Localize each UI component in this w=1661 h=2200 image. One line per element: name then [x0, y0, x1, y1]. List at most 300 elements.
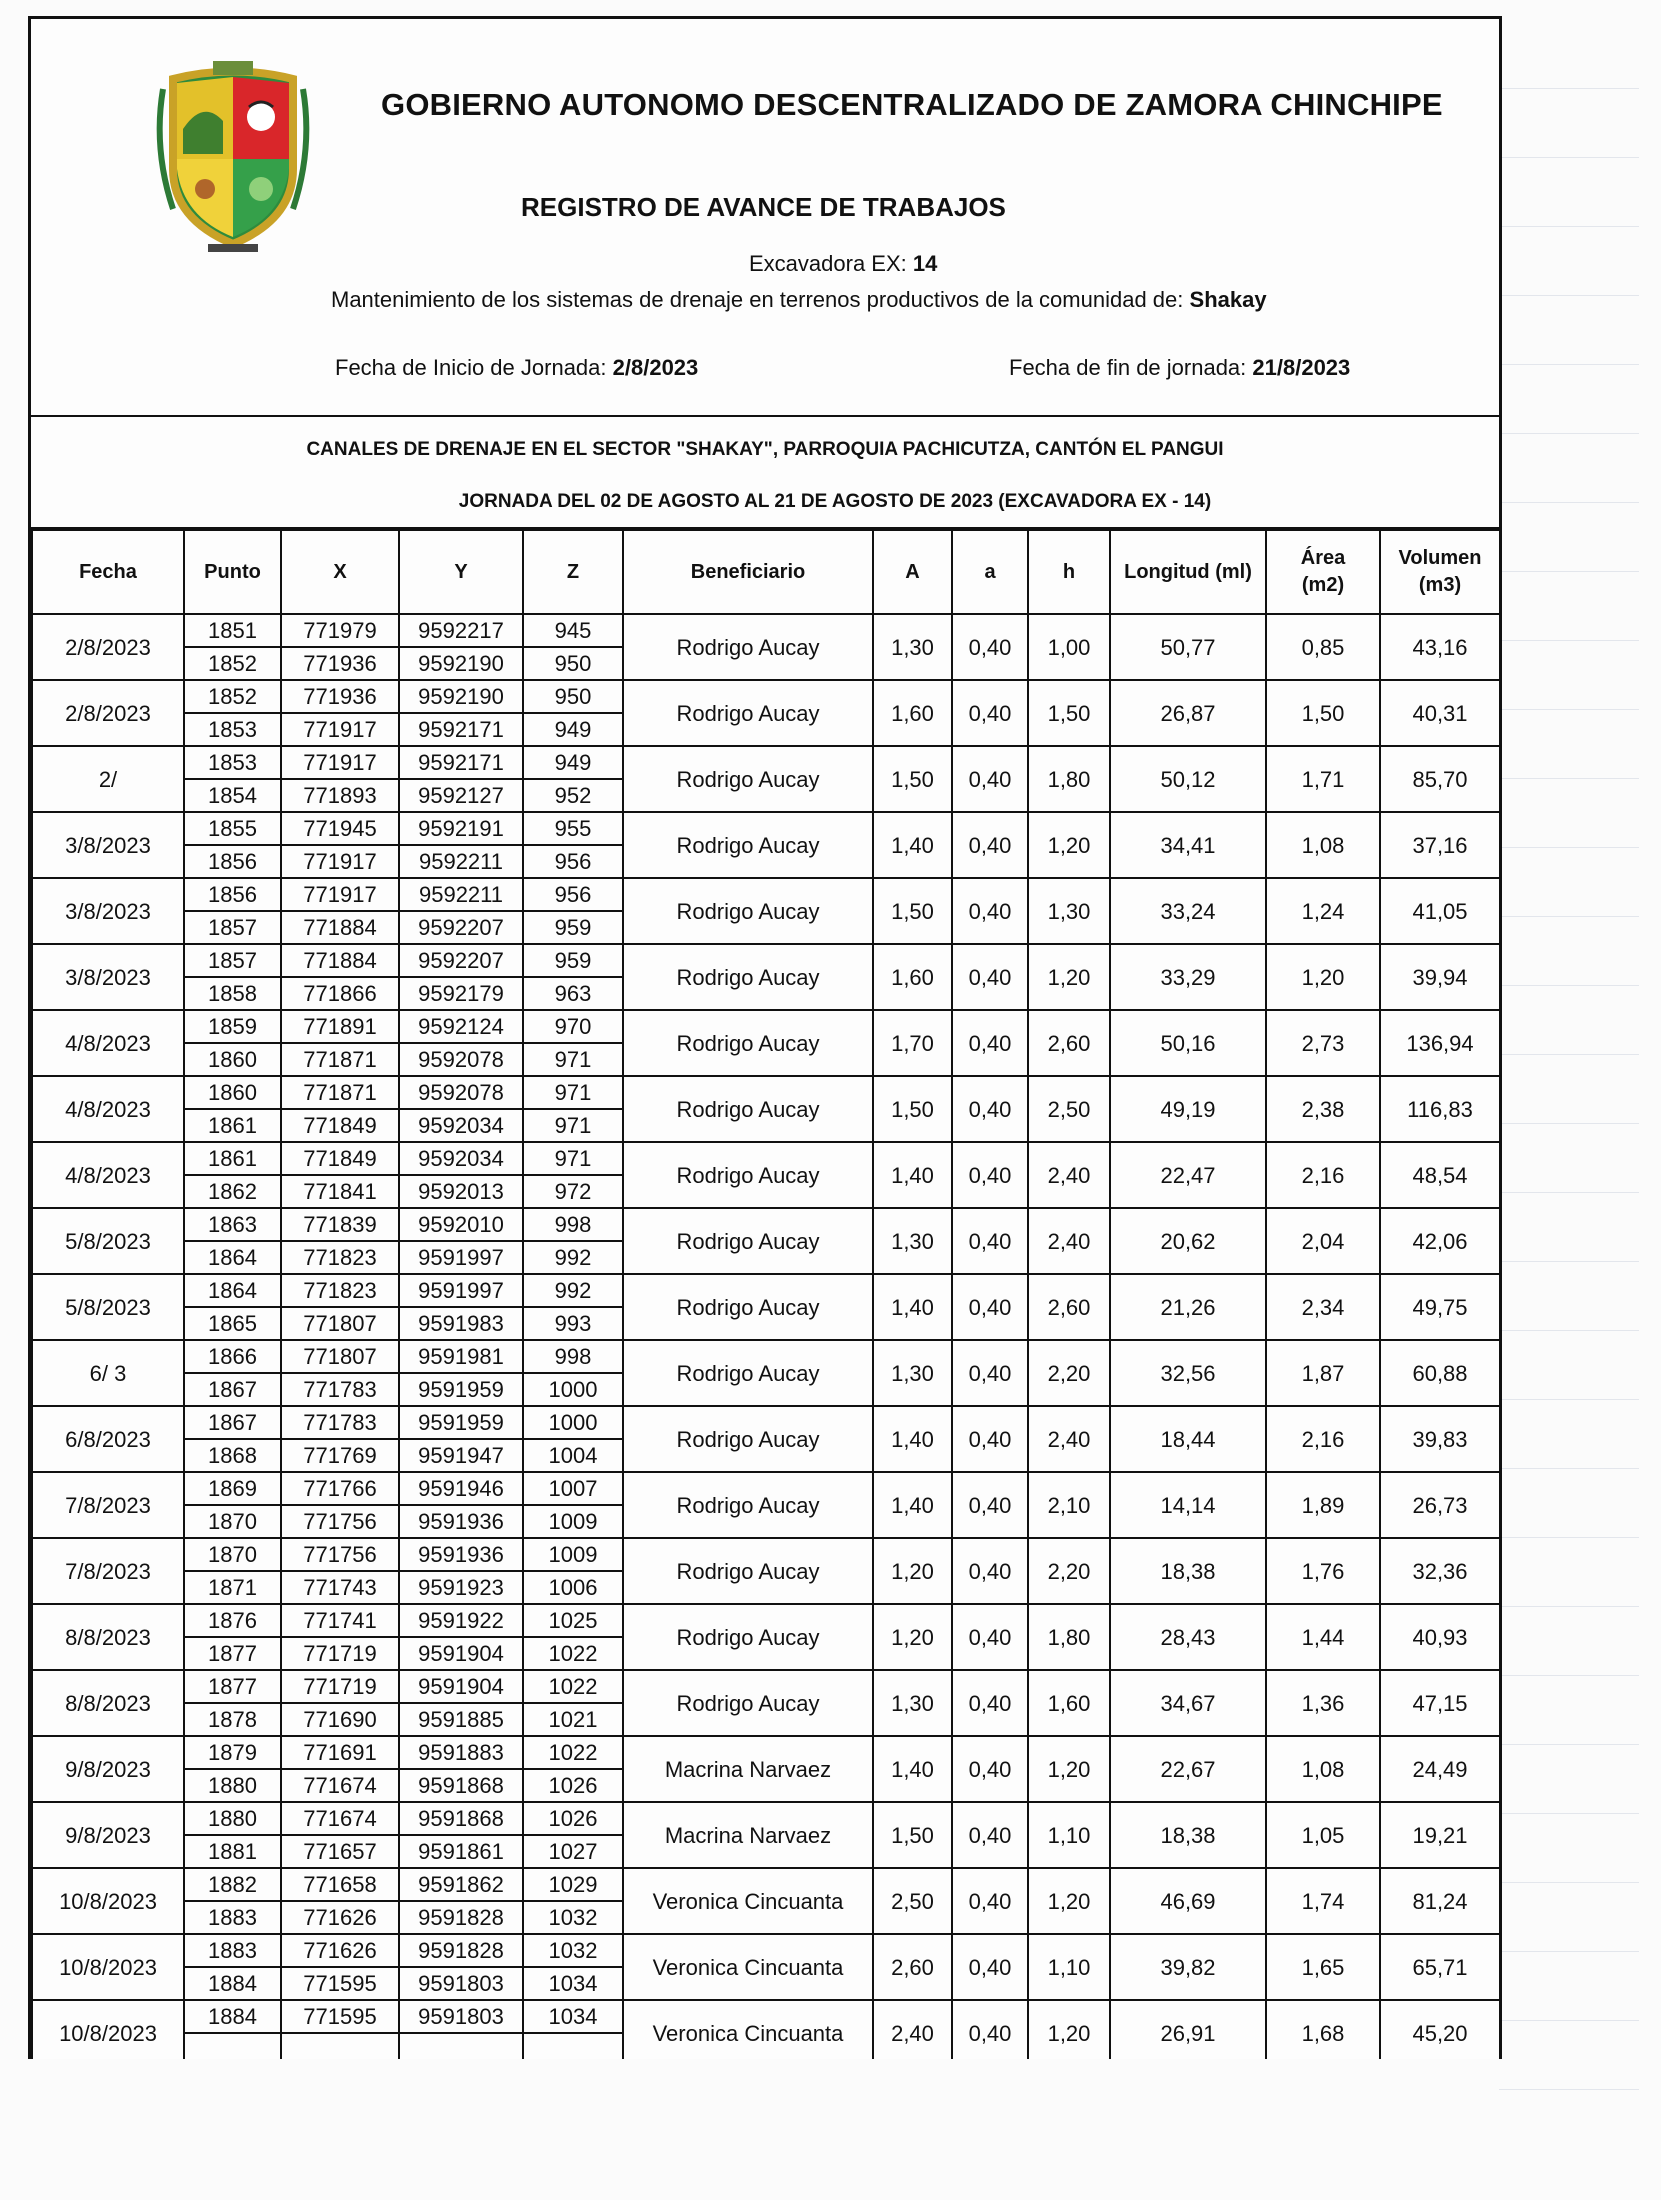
cell-z: 1006 [523, 1571, 623, 1604]
cell-volumen: 42,06 [1380, 1208, 1500, 1274]
cell-fecha: 4/8/2023 [32, 1076, 184, 1142]
col-x: X [281, 530, 399, 614]
cell-punto: 1853 [184, 746, 281, 779]
maintenance-line [331, 287, 1267, 313]
cell-punto: 1856 [184, 878, 281, 911]
cell-y [399, 2033, 523, 2059]
end-date-label: Fecha de fin de jornada: [1009, 355, 1247, 380]
cell-y: 9591959 [399, 1406, 523, 1439]
cell-area: 1,74 [1266, 1868, 1380, 1934]
cell-volumen: 60,88 [1380, 1340, 1500, 1406]
cell-longitud: 34,41 [1110, 812, 1266, 878]
cell-A: 1,60 [873, 680, 952, 746]
cell-x: 771936 [281, 647, 399, 680]
reverse-side-bleed [1499, 20, 1639, 2090]
cell-longitud: 21,26 [1110, 1274, 1266, 1340]
cell-h: 1,20 [1028, 2000, 1110, 2059]
cell-fecha: 7/8/2023 [32, 1538, 184, 1604]
cell-a: 0,40 [952, 1934, 1028, 2000]
cell-volumen: 116,83 [1380, 1076, 1500, 1142]
cell-volumen: 19,21 [1380, 1802, 1500, 1868]
cell-z: 1032 [523, 1934, 623, 1967]
cell-y: 9591885 [399, 1703, 523, 1736]
cell-volumen: 43,16 [1380, 614, 1500, 680]
cell-volumen: 32,36 [1380, 1538, 1500, 1604]
cell-area: 2,16 [1266, 1142, 1380, 1208]
organization-title: GOBIERNO AUTONOMO DESCENTRALIZADO DE ZAMORA CHINCHIPE [381, 87, 1443, 122]
cell-beneficiario: Rodrigo Aucay [623, 746, 873, 812]
cell-z: 959 [523, 911, 623, 944]
cell-h: 1,50 [1028, 680, 1110, 746]
cell-y: 9592191 [399, 812, 523, 845]
cell-a: 0,40 [952, 1076, 1028, 1142]
cell-punto: 1878 [184, 1703, 281, 1736]
cell-punto: 1865 [184, 1307, 281, 1340]
cell-longitud: 50,16 [1110, 1010, 1266, 1076]
reverse-bleed-line [1499, 572, 1639, 641]
cell-punto: 1856 [184, 845, 281, 878]
cell-punto: 1851 [184, 614, 281, 647]
cell-h: 1,10 [1028, 1934, 1110, 2000]
cell-volumen: 40,93 [1380, 1604, 1500, 1670]
cell-beneficiario: Macrina Narvaez [623, 1736, 873, 1802]
reverse-bleed-line [1499, 1193, 1639, 1262]
cell-x: 771769 [281, 1439, 399, 1472]
table-row [32, 1934, 1500, 1967]
col-fecha: Fecha [32, 530, 184, 614]
cell-h: 2,60 [1028, 1010, 1110, 1076]
cell-h: 1,00 [1028, 614, 1110, 680]
cell-y: 9592013 [399, 1175, 523, 1208]
table-row [32, 878, 1500, 911]
cell-h: 1,30 [1028, 878, 1110, 944]
cell-area: 2,16 [1266, 1406, 1380, 1472]
cell-volumen: 49,75 [1380, 1274, 1500, 1340]
cell-z: 949 [523, 713, 623, 746]
cell-a: 0,40 [952, 614, 1028, 680]
cell-punto: 1867 [184, 1406, 281, 1439]
col-area-unit: (m2) [1301, 574, 1345, 596]
cell-y: 9591803 [399, 2000, 523, 2033]
cell-x: 771756 [281, 1505, 399, 1538]
cell-z: 1009 [523, 1505, 623, 1538]
cell-area: 1,08 [1266, 812, 1380, 878]
cell-z: 992 [523, 1274, 623, 1307]
cell-punto: 1883 [184, 1934, 281, 1967]
cell-y: 9591803 [399, 1967, 523, 2000]
cell-a: 0,40 [952, 1604, 1028, 1670]
cell-y: 9592034 [399, 1142, 523, 1175]
cell-x [281, 2033, 399, 2059]
cell-x: 771849 [281, 1142, 399, 1175]
table-row [32, 680, 1500, 713]
cell-y: 9592127 [399, 779, 523, 812]
cell-volumen: 48,54 [1380, 1142, 1500, 1208]
cell-h: 1,20 [1028, 944, 1110, 1010]
reverse-bleed-line [1499, 158, 1639, 227]
cell-h: 1,20 [1028, 1736, 1110, 1802]
cell-x: 771719 [281, 1670, 399, 1703]
cell-punto: 1882 [184, 1868, 281, 1901]
cell-beneficiario: Rodrigo Aucay [623, 1406, 873, 1472]
cell-z: 1004 [523, 1439, 623, 1472]
cell-beneficiario: Rodrigo Aucay [623, 1274, 873, 1340]
cell-punto: 1867 [184, 1373, 281, 1406]
cell-z: 992 [523, 1241, 623, 1274]
cell-punto: 1852 [184, 680, 281, 713]
cell-A: 1,30 [873, 1670, 952, 1736]
cell-y: 9591868 [399, 1802, 523, 1835]
reverse-bleed-line [1499, 1538, 1639, 1607]
cell-y: 9592171 [399, 713, 523, 746]
cell-fecha: 6/8/2023 [32, 1406, 184, 1472]
cell-z: 998 [523, 1340, 623, 1373]
cell-a: 0,40 [952, 1274, 1028, 1340]
cell-punto: 1883 [184, 1901, 281, 1934]
cell-beneficiario: Macrina Narvaez [623, 1802, 873, 1868]
cell-A: 1,30 [873, 614, 952, 680]
col-beneficiario: Beneficiario [623, 530, 873, 614]
cell-fecha: 3/8/2023 [32, 878, 184, 944]
cell-a: 0,40 [952, 878, 1028, 944]
cell-x: 771626 [281, 1934, 399, 1967]
works-table [31, 529, 1501, 2059]
cell-volumen: 65,71 [1380, 1934, 1500, 2000]
cell-area: 1,76 [1266, 1538, 1380, 1604]
cell-z: 1032 [523, 1901, 623, 1934]
cell-y: 9591946 [399, 1472, 523, 1505]
cell-A: 1,20 [873, 1604, 952, 1670]
col-area [1266, 530, 1380, 614]
cell-x: 771657 [281, 1835, 399, 1868]
cell-punto: 1884 [184, 2000, 281, 2033]
cell-z: 955 [523, 812, 623, 845]
reverse-bleed-line [1499, 1055, 1639, 1124]
cell-x: 771839 [281, 1208, 399, 1241]
cell-fecha: 3/8/2023 [32, 812, 184, 878]
cell-x: 771936 [281, 680, 399, 713]
col-volumen-label: Volumen [1398, 547, 1482, 569]
cell-h: 1,20 [1028, 812, 1110, 878]
cell-A: 1,30 [873, 1208, 952, 1274]
cell-z: 971 [523, 1142, 623, 1175]
reverse-bleed-line [1499, 1676, 1639, 1745]
cell-volumen: 45,20 [1380, 2000, 1500, 2059]
cell-fecha: 7/8/2023 [32, 1472, 184, 1538]
cell-beneficiario: Rodrigo Aucay [623, 1604, 873, 1670]
cell-beneficiario: Rodrigo Aucay [623, 812, 873, 878]
cell-area: 1,71 [1266, 746, 1380, 812]
cell-h: 2,40 [1028, 1142, 1110, 1208]
cell-punto: 1862 [184, 1175, 281, 1208]
cell-z: 972 [523, 1175, 623, 1208]
cell-punto: 1861 [184, 1142, 281, 1175]
cell-y: 9592207 [399, 944, 523, 977]
cell-beneficiario: Veronica Cincuanta [623, 2000, 873, 2059]
reverse-bleed-line [1499, 917, 1639, 986]
cell-a: 0,40 [952, 746, 1028, 812]
cell-area: 1,36 [1266, 1670, 1380, 1736]
col-longitud: Longitud (ml) [1110, 530, 1266, 614]
cell-x: 771807 [281, 1307, 399, 1340]
cell-A: 1,40 [873, 1274, 952, 1340]
cell-a: 0,40 [952, 1010, 1028, 1076]
excavator-number: 14 [912, 251, 938, 276]
cell-y: 9591861 [399, 1835, 523, 1868]
cell-z [523, 2033, 623, 2059]
cell-volumen: 24,49 [1380, 1736, 1500, 1802]
cell-area: 1,89 [1266, 1472, 1380, 1538]
table-row [32, 1010, 1500, 1043]
cell-h: 1,60 [1028, 1670, 1110, 1736]
cell-punto: 1857 [184, 911, 281, 944]
cell-y: 9592010 [399, 1208, 523, 1241]
cell-longitud: 14,14 [1110, 1472, 1266, 1538]
table-row [32, 614, 1500, 647]
cell-z: 1021 [523, 1703, 623, 1736]
cell-y: 9591922 [399, 1604, 523, 1637]
cell-h: 1,20 [1028, 1868, 1110, 1934]
reverse-bleed-line [1499, 641, 1639, 710]
cell-z: 945 [523, 614, 623, 647]
cell-z: 1022 [523, 1637, 623, 1670]
cell-punto: 1869 [184, 1472, 281, 1505]
cell-longitud: 18,38 [1110, 1538, 1266, 1604]
cell-a: 0,40 [952, 680, 1028, 746]
cell-x: 771891 [281, 1010, 399, 1043]
col-h: h [1028, 530, 1110, 614]
cell-y: 9591828 [399, 1901, 523, 1934]
cell-x: 771945 [281, 812, 399, 845]
cell-a: 0,40 [952, 2000, 1028, 2059]
cell-y: 9591936 [399, 1505, 523, 1538]
cell-z: 1009 [523, 1538, 623, 1571]
table-row [32, 1538, 1500, 1571]
cell-x: 771756 [281, 1538, 399, 1571]
cell-beneficiario: Rodrigo Aucay [623, 1670, 873, 1736]
cell-z: 1022 [523, 1670, 623, 1703]
col-a: a [952, 530, 1028, 614]
cell-punto: 1860 [184, 1076, 281, 1109]
cell-x: 771823 [281, 1274, 399, 1307]
cell-z: 971 [523, 1109, 623, 1142]
cell-fecha: 5/8/2023 [32, 1208, 184, 1274]
cell-z: 998 [523, 1208, 623, 1241]
cell-h: 1,80 [1028, 746, 1110, 812]
cell-z: 1029 [523, 1868, 623, 1901]
cell-x: 771849 [281, 1109, 399, 1142]
cell-h: 2,20 [1028, 1538, 1110, 1604]
end-date-line [1009, 355, 1350, 381]
cell-A: 2,60 [873, 1934, 952, 2000]
cell-x: 771917 [281, 845, 399, 878]
col-volumen [1380, 530, 1500, 614]
community-name: Shakay [1189, 287, 1267, 312]
cell-x: 771783 [281, 1373, 399, 1406]
cell-punto: 1863 [184, 1208, 281, 1241]
cell-punto: 1870 [184, 1505, 281, 1538]
cell-fecha: 10/8/2023 [32, 1868, 184, 1934]
reverse-bleed-line [1499, 2021, 1639, 2090]
cell-punto: 1861 [184, 1109, 281, 1142]
cell-A: 1,60 [873, 944, 952, 1010]
cell-a: 0,40 [952, 1670, 1028, 1736]
cell-punto: 1864 [184, 1241, 281, 1274]
reverse-bleed-line [1499, 1883, 1639, 1952]
cell-longitud: 49,19 [1110, 1076, 1266, 1142]
reverse-bleed-line [1499, 227, 1639, 296]
cell-volumen: 39,94 [1380, 944, 1500, 1010]
cell-punto: 1868 [184, 1439, 281, 1472]
cell-punto: 1871 [184, 1571, 281, 1604]
table-row [32, 1802, 1500, 1835]
cell-x: 771979 [281, 614, 399, 647]
cell-punto [184, 2033, 281, 2059]
cell-punto: 1853 [184, 713, 281, 746]
cell-longitud: 32,56 [1110, 1340, 1266, 1406]
table-row [32, 1868, 1500, 1901]
excavator-line [749, 251, 937, 277]
cell-A: 1,50 [873, 1076, 952, 1142]
cell-x: 771719 [281, 1637, 399, 1670]
cell-x: 771917 [281, 878, 399, 911]
cell-z: 956 [523, 878, 623, 911]
cell-beneficiario: Veronica Cincuanta [623, 1934, 873, 2000]
cell-h: 1,10 [1028, 1802, 1110, 1868]
reverse-bleed-line [1499, 1745, 1639, 1814]
cell-punto: 1857 [184, 944, 281, 977]
table-row [32, 812, 1500, 845]
cell-x: 771743 [281, 1571, 399, 1604]
cell-z: 1027 [523, 1835, 623, 1868]
cell-fecha: 3/8/2023 [32, 944, 184, 1010]
cell-y: 9591981 [399, 1340, 523, 1373]
table-row [32, 746, 1500, 779]
cell-A: 1,40 [873, 1406, 952, 1472]
reverse-bleed-line [1499, 1262, 1639, 1331]
cell-A: 1,40 [873, 812, 952, 878]
cell-area: 1,24 [1266, 878, 1380, 944]
cell-longitud: 33,24 [1110, 878, 1266, 944]
table-row [32, 1472, 1500, 1505]
cell-beneficiario: Rodrigo Aucay [623, 1010, 873, 1076]
cell-volumen: 85,70 [1380, 746, 1500, 812]
cell-x: 771884 [281, 944, 399, 977]
cell-z: 963 [523, 977, 623, 1010]
cell-fecha: 2/ [32, 746, 184, 812]
cell-beneficiario: Rodrigo Aucay [623, 878, 873, 944]
cell-z: 1034 [523, 1967, 623, 2000]
cell-y: 9592124 [399, 1010, 523, 1043]
cell-z: 1025 [523, 1604, 623, 1637]
cell-h: 2,10 [1028, 1472, 1110, 1538]
cell-a: 0,40 [952, 1406, 1028, 1472]
table-row [32, 1208, 1500, 1241]
end-date-value: 21/8/2023 [1252, 355, 1351, 380]
cell-a: 0,40 [952, 1802, 1028, 1868]
table-row [32, 1406, 1500, 1439]
cell-y: 9592207 [399, 911, 523, 944]
cell-longitud: 22,67 [1110, 1736, 1266, 1802]
cell-area: 1,08 [1266, 1736, 1380, 1802]
reverse-bleed-line [1499, 1124, 1639, 1193]
cell-x: 771691 [281, 1736, 399, 1769]
cell-fecha: 9/8/2023 [32, 1736, 184, 1802]
cell-fecha: 9/8/2023 [32, 1802, 184, 1868]
col-z: Z [523, 530, 623, 614]
reverse-bleed-line [1499, 710, 1639, 779]
table-row [32, 1340, 1500, 1373]
cell-z: 949 [523, 746, 623, 779]
cell-x: 771866 [281, 977, 399, 1010]
cell-punto: 1859 [184, 1010, 281, 1043]
reverse-bleed-line [1499, 1331, 1639, 1400]
cell-x: 771783 [281, 1406, 399, 1439]
cell-area: 1,68 [1266, 2000, 1380, 2059]
cell-x: 771807 [281, 1340, 399, 1373]
cell-beneficiario: Rodrigo Aucay [623, 1340, 873, 1406]
col-y: Y [399, 530, 523, 614]
table-row [32, 944, 1500, 977]
cell-longitud: 18,38 [1110, 1802, 1266, 1868]
cell-h: 2,60 [1028, 1274, 1110, 1340]
cell-h: 2,40 [1028, 1406, 1110, 1472]
start-date-line [335, 355, 698, 381]
cell-y: 9591959 [399, 1373, 523, 1406]
cell-y: 9591997 [399, 1241, 523, 1274]
reverse-bleed-line [1499, 296, 1639, 365]
cell-A: 1,40 [873, 1142, 952, 1208]
reverse-bleed-line [1499, 89, 1639, 158]
cell-fecha: 8/8/2023 [32, 1604, 184, 1670]
cell-A: 1,40 [873, 1736, 952, 1802]
cell-z: 956 [523, 845, 623, 878]
cell-x: 771917 [281, 746, 399, 779]
cell-volumen: 39,83 [1380, 1406, 1500, 1472]
work-progress-sheet [28, 16, 1502, 2059]
cell-longitud: 39,82 [1110, 1934, 1266, 2000]
reverse-bleed-line [1499, 1952, 1639, 2021]
cell-x: 771674 [281, 1769, 399, 1802]
cell-x: 771595 [281, 1967, 399, 2000]
cell-longitud: 26,91 [1110, 2000, 1266, 2059]
cell-z: 993 [523, 1307, 623, 1340]
reverse-bleed-line [1499, 1400, 1639, 1469]
reverse-bleed-line [1499, 1814, 1639, 1883]
cell-z: 971 [523, 1076, 623, 1109]
cell-y: 9591828 [399, 1934, 523, 1967]
cell-y: 9592211 [399, 845, 523, 878]
cell-beneficiario: Rodrigo Aucay [623, 680, 873, 746]
cell-A: 1,70 [873, 1010, 952, 1076]
cell-area: 1,20 [1266, 944, 1380, 1010]
cell-beneficiario: Rodrigo Aucay [623, 1076, 873, 1142]
cell-beneficiario: Rodrigo Aucay [623, 1472, 873, 1538]
cell-beneficiario: Rodrigo Aucay [623, 614, 873, 680]
cell-area: 2,04 [1266, 1208, 1380, 1274]
col-volumen-unit: (m3) [1418, 574, 1462, 596]
cell-area: 2,34 [1266, 1274, 1380, 1340]
cell-punto: 1877 [184, 1670, 281, 1703]
cell-y: 9591862 [399, 1868, 523, 1901]
cell-y: 9592190 [399, 647, 523, 680]
cell-punto: 1858 [184, 977, 281, 1010]
cell-y: 9591997 [399, 1274, 523, 1307]
cell-longitud: 50,12 [1110, 746, 1266, 812]
cell-z: 1026 [523, 1769, 623, 1802]
table-row [32, 1604, 1500, 1637]
section-banner [31, 417, 1499, 529]
